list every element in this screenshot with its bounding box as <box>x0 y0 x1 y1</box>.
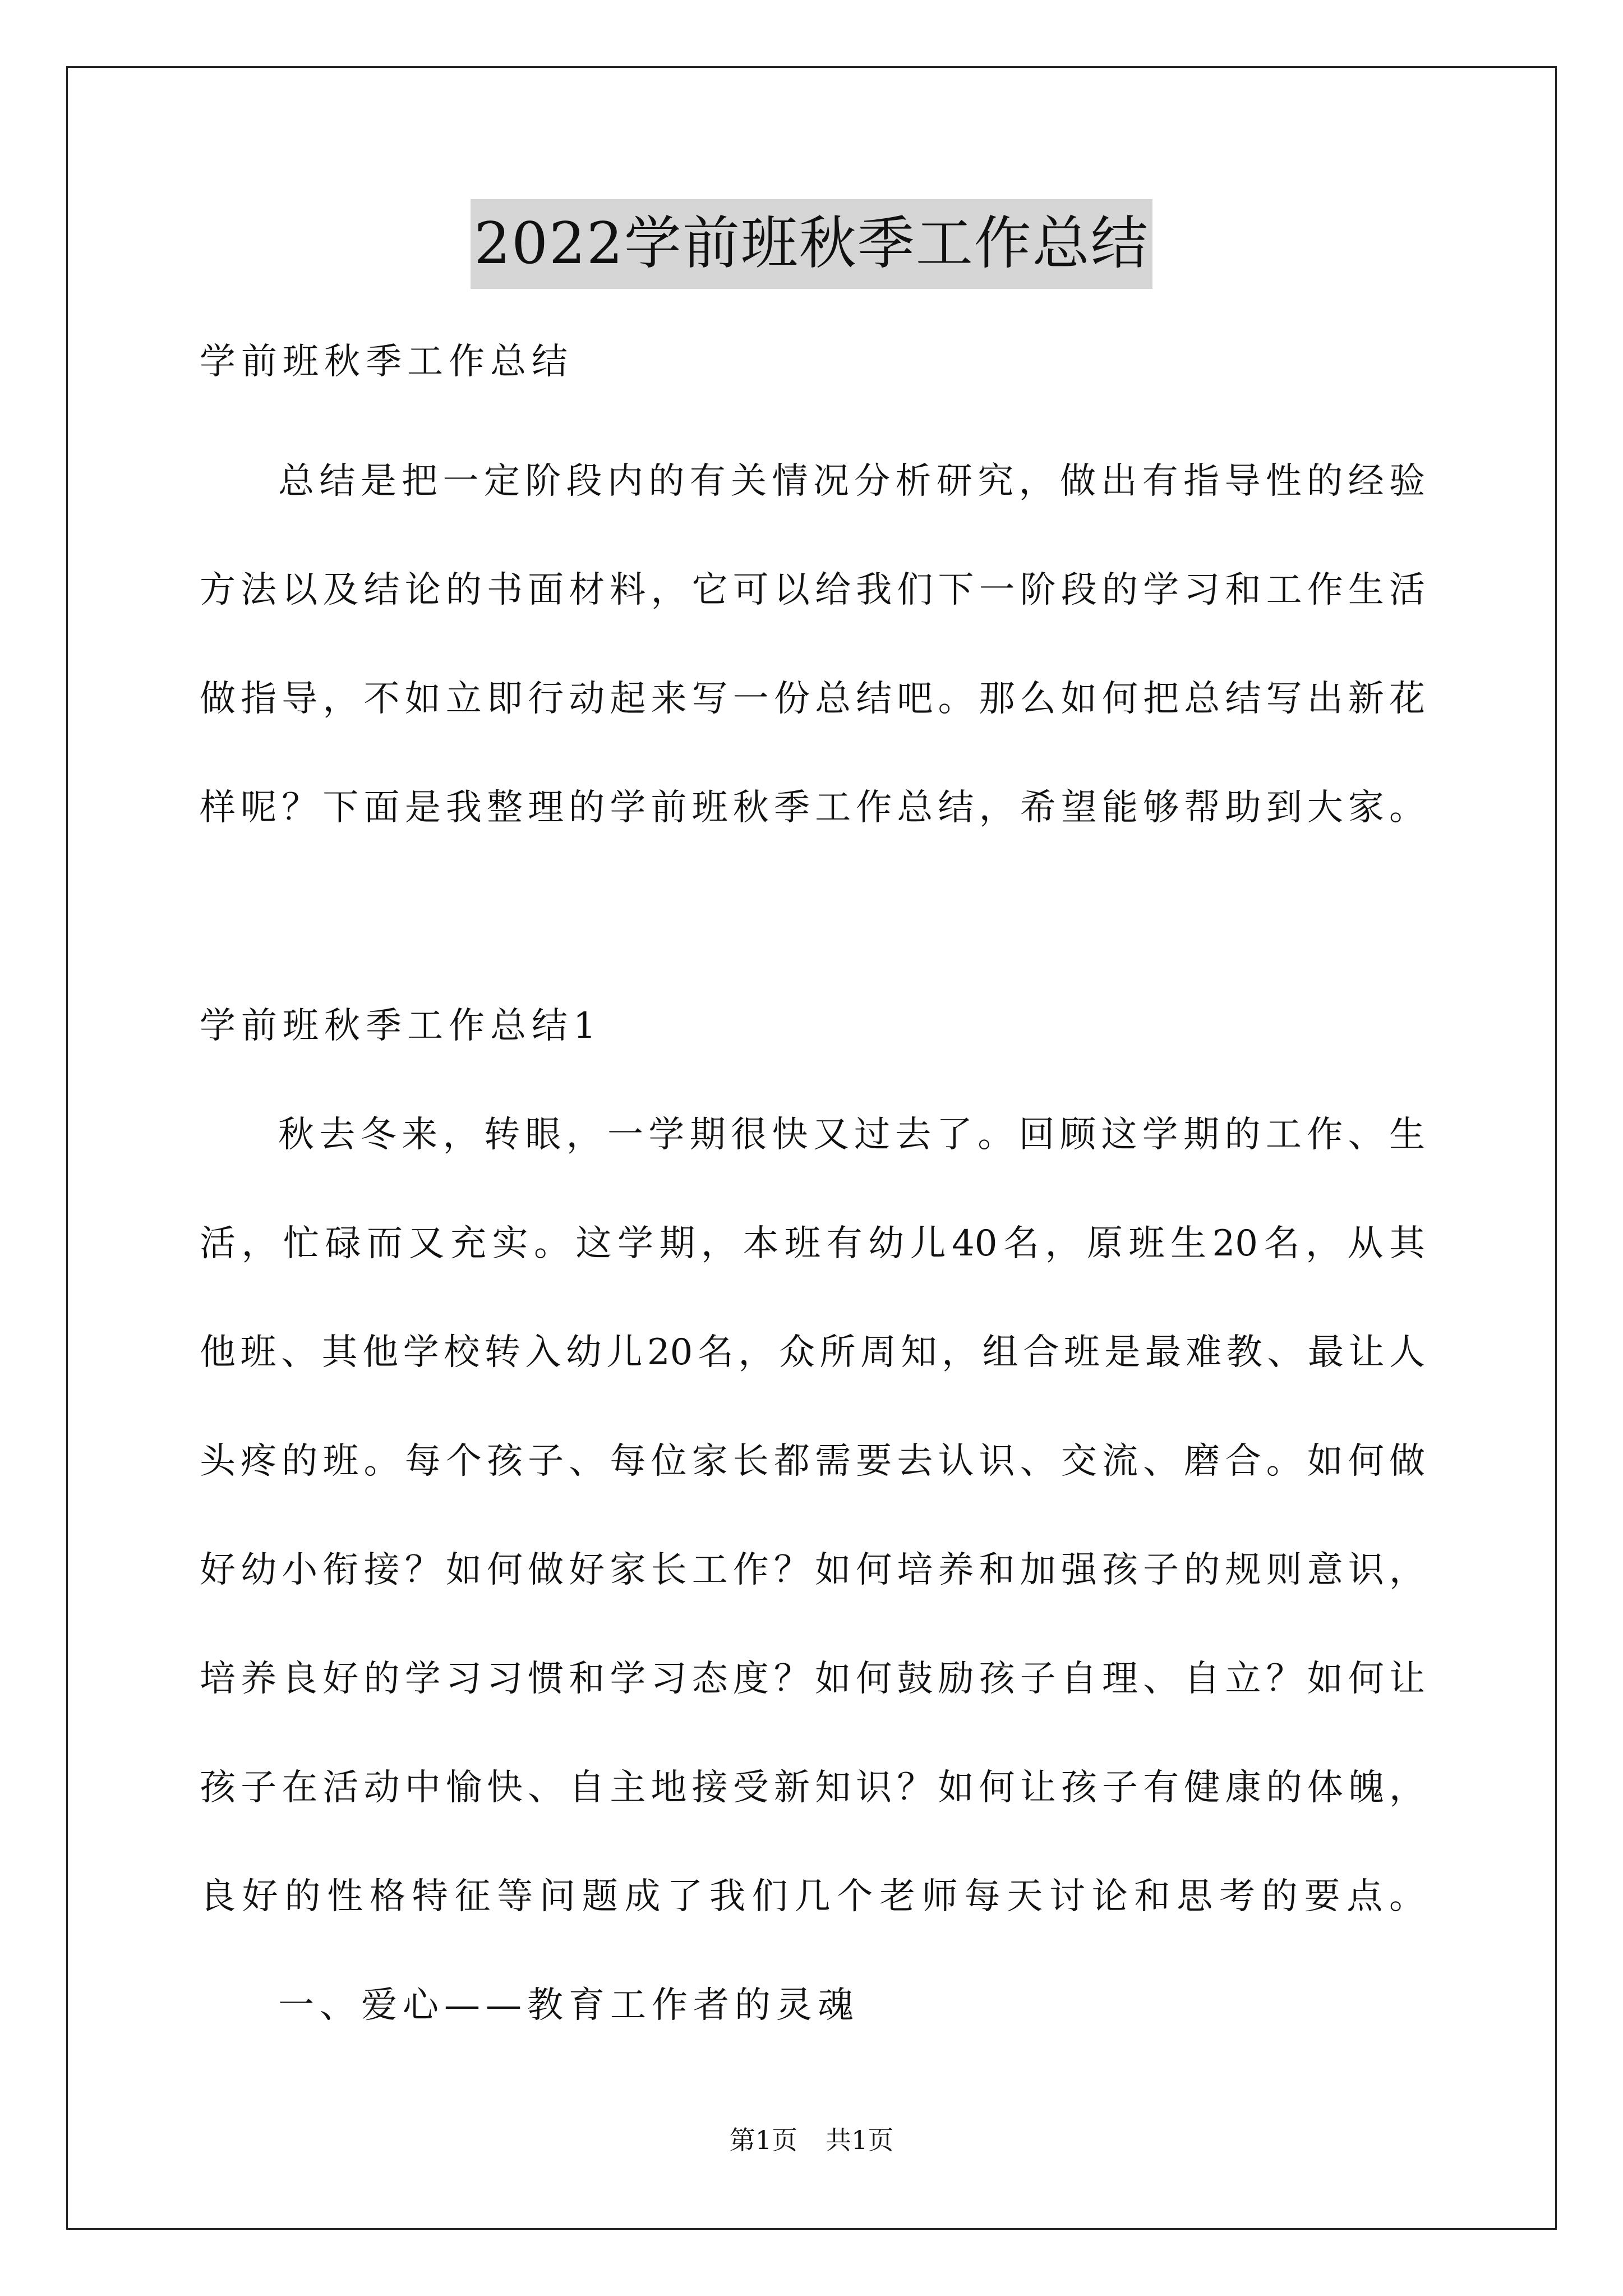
document-title <box>0 199 1623 289</box>
page-number-total: 共1页 <box>826 2125 894 2155</box>
intro-line-3: 做指导，不如立即行动起来写一份总结吧。那么如何把总结写出新花 <box>200 678 1425 720</box>
body-line-1: 秋去冬来，转眼，一学期很快又过去了。回顾这学期的工作、生 <box>278 1114 1425 1156</box>
document-subtitle: 学前班秋季工作总结 <box>200 341 573 383</box>
section-heading: 学前班秋季工作总结1 <box>200 1005 602 1047</box>
intro-line-1: 总结是把一定阶段内的有关情况分析研究，做出有指导性的经验 <box>278 461 1425 502</box>
page-footer <box>0 2123 1623 2157</box>
body-line-7: 孩子在活动中愉快、自主地接受新知识？如何让孩子有健康的体魄， <box>200 1767 1425 1809</box>
subheading-love: 一、爱心——教育工作者的灵魂 <box>278 1985 859 2026</box>
intro-line-4: 样呢？下面是我整理的学前班秋季工作总结，希望能够帮助到大家。 <box>200 787 1425 829</box>
body-line-3: 他班、其他学校转入幼儿20名，众所周知，组合班是最难教、最让人 <box>200 1332 1425 1373</box>
body-line-2: 活，忙碌而又充实。这学期，本班有幼儿40名，原班生20名，从其 <box>200 1223 1425 1264</box>
body-line-8: 良好的性格特征等问题成了我们几个老师每天讨论和思考的要点。 <box>200 1876 1425 1917</box>
intro-line-2: 方法以及结论的书面材料，它可以给我们下一阶段的学习和工作生活 <box>200 569 1425 611</box>
body-line-5: 好幼小衔接？如何做好家长工作？如何培养和加强孩子的规则意识， <box>200 1549 1425 1591</box>
body-line-6: 培养良好的学习习惯和学习态度？如何鼓励孩子自理、自立？如何让 <box>200 1658 1425 1700</box>
page-number-current: 第1页 <box>729 2125 797 2155</box>
body-line-4: 头疼的班。每个孩子、每位家长都需要去认识、交流、磨合。如何做 <box>200 1441 1425 1482</box>
document-title-text: 2022学前班秋季工作总结 <box>471 199 1152 289</box>
